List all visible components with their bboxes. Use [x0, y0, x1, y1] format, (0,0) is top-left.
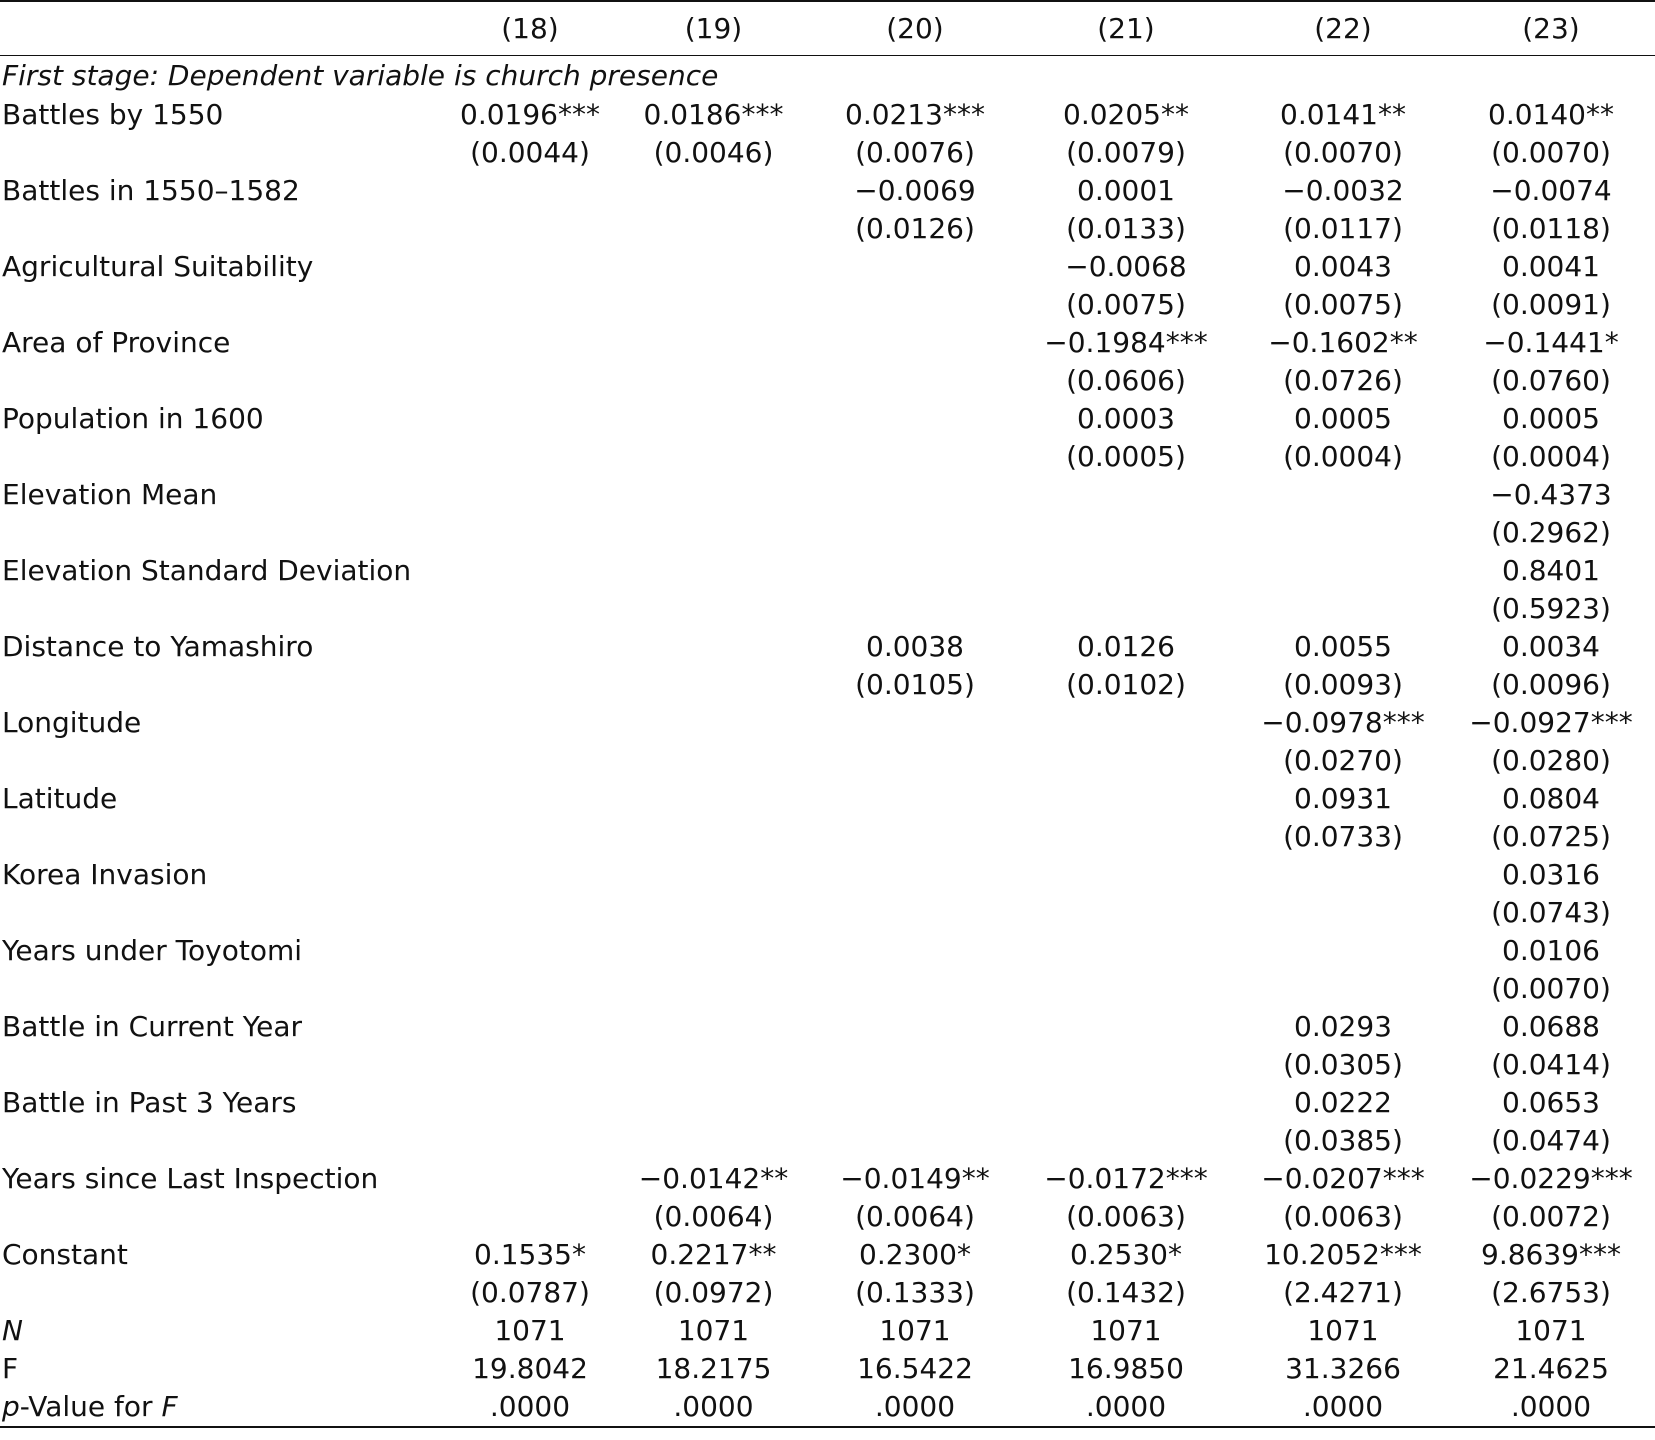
standard-error-cell: [610, 514, 817, 552]
standard-error-cell: (0.0070): [1491, 972, 1611, 1005]
coefficient-cell: 0.0043: [1294, 250, 1392, 283]
coefficient-cell: −0.0068: [1065, 250, 1187, 283]
standard-error-cell: [817, 970, 1013, 1008]
coefficient-cell: −0.0074: [1490, 174, 1612, 207]
table-row-latitude: [0, 780, 1655, 818]
coefficient-cell: [1239, 476, 1447, 514]
standard-error-cell: [1239, 894, 1447, 932]
row-label-empty: [0, 818, 450, 856]
standard-error-cell: (0.0102): [1066, 668, 1186, 701]
table-row-distance-to-yamashiro: [0, 628, 1655, 666]
table-row-population-in-1600-se: [0, 438, 1655, 476]
standard-error-cell: [610, 1122, 817, 1160]
standard-error-cell: (0.0075): [1066, 288, 1186, 321]
coefficient-cell: −0.4373: [1490, 478, 1612, 511]
table-row-area-of-province: [0, 324, 1655, 362]
coefficient-cell: [450, 552, 610, 590]
row-label-empty: [0, 666, 450, 704]
standard-error-cell: [1013, 514, 1239, 552]
coefficient-cell: 0.0126: [1077, 630, 1175, 663]
coefficient-cell: 0.2217**: [650, 1238, 777, 1271]
standard-error-cell: [817, 438, 1013, 476]
standard-error-cell: (0.0133): [1066, 212, 1186, 245]
coefficient-cell: 0.2300*: [859, 1238, 971, 1271]
standard-error-cell: (0.0725): [1491, 820, 1611, 853]
column-header-row: [0, 1, 1655, 56]
table-row-korea-invasion: [0, 856, 1655, 894]
standard-error-cell: (0.0076): [855, 136, 975, 169]
table-row-distance-to-yamashiro-se: [0, 666, 1655, 704]
standard-error-cell: (0.0064): [653, 1200, 774, 1233]
standard-error-cell: [610, 1046, 817, 1084]
coefficient-cell: 0.0196***: [460, 98, 600, 131]
coefficient-cell: 0.0186***: [643, 98, 784, 131]
coefficient-cell: 0.0141**: [1280, 98, 1406, 131]
stat-label-suffix-italic: F: [161, 1390, 178, 1423]
coefficient-cell: 10.2052***: [1264, 1238, 1422, 1271]
standard-error-cell: [817, 362, 1013, 400]
coefficient-cell: −0.0229***: [1469, 1162, 1633, 1195]
coefficient-cell: [610, 704, 817, 742]
coefficient-cell: [610, 932, 817, 970]
coefficient-cell: 0.0316: [1502, 858, 1600, 891]
standard-error-cell: [450, 1122, 610, 1160]
standard-error-cell: (0.0474): [1491, 1124, 1611, 1157]
standard-error-cell: (0.0270): [1283, 744, 1403, 777]
table-row-area-of-province-se: [0, 362, 1655, 400]
standard-error-cell: (0.0079): [1066, 136, 1186, 169]
coefficient-cell: [450, 324, 610, 362]
stat-row-p-value: [0, 1388, 1655, 1427]
coefficient-cell: 0.0653: [1502, 1086, 1600, 1119]
standard-error-cell: (0.0414): [1491, 1048, 1611, 1081]
coefficient-cell: [1013, 1084, 1239, 1122]
table-row-agricultural-suitability: [0, 248, 1655, 286]
standard-error-cell: (0.2962): [1491, 516, 1611, 549]
standard-error-cell: (0.0075): [1283, 288, 1403, 321]
row-label: Elevation Mean: [2, 478, 218, 511]
stat-value-cell: 1071: [1090, 1314, 1162, 1347]
table-row-latitude-se: [0, 818, 1655, 856]
coefficient-cell: [1239, 932, 1447, 970]
standard-error-cell: (0.0726): [1283, 364, 1403, 397]
standard-error-cell: [817, 742, 1013, 780]
row-label-empty: [0, 134, 450, 172]
stat-label: [0, 1388, 450, 1427]
coefficient-cell: [450, 400, 610, 438]
coefficient-cell: 0.0222: [1294, 1086, 1392, 1119]
header-label-cell: [0, 1, 450, 56]
table-row-battle-in-past-3-years: [0, 1084, 1655, 1122]
table-row-battle-in-current-year: [0, 1008, 1655, 1046]
row-label-empty: [0, 1198, 450, 1236]
coefficient-cell: [450, 1084, 610, 1122]
coefficient-cell: [817, 1008, 1013, 1046]
section-title: First stage: Dependent variable is church presence: [2, 59, 719, 92]
standard-error-cell: (0.0105): [855, 668, 975, 701]
standard-error-cell: (0.5923): [1491, 592, 1611, 625]
coefficient-cell: [450, 476, 610, 514]
coefficient-cell: −0.0207***: [1261, 1162, 1425, 1195]
row-label: Battle in Current Year: [2, 1010, 303, 1043]
row-label: Years under Toyotomi: [2, 934, 303, 967]
coefficient-cell: −0.0149**: [840, 1162, 990, 1195]
standard-error-cell: (0.0093): [1283, 668, 1403, 701]
row-label: Battles in 1550–1582: [2, 174, 300, 207]
standard-error-cell: [610, 438, 817, 476]
standard-error-cell: [450, 970, 610, 1008]
standard-error-cell: [610, 210, 817, 248]
standard-error-cell: (0.0064): [855, 1200, 975, 1233]
row-label: Elevation Standard Deviation: [2, 554, 412, 587]
coefficient-cell: 0.0034: [1502, 630, 1600, 663]
stat-value-cell: 1071: [494, 1314, 566, 1347]
standard-error-cell: (0.0063): [1066, 1200, 1186, 1233]
row-label: Years since Last Inspection: [2, 1162, 379, 1195]
coefficient-cell: [817, 400, 1013, 438]
row-label-empty: [0, 438, 450, 476]
table-row-battles-by-1550: [0, 96, 1655, 134]
coefficient-cell: 0.0038: [866, 630, 964, 663]
coefficient-cell: −0.0978***: [1261, 706, 1425, 739]
coefficient-cell: [450, 704, 610, 742]
standard-error-cell: [817, 894, 1013, 932]
standard-error-cell: (0.0070): [1283, 136, 1403, 169]
coefficient-cell: [450, 856, 610, 894]
row-label-empty: [0, 1046, 450, 1084]
coefficient-cell: 0.0005: [1502, 402, 1600, 435]
table-row-elevation-standard-deviation: [0, 552, 1655, 590]
standard-error-cell: (0.0004): [1283, 440, 1403, 473]
coefficient-cell: [1013, 932, 1239, 970]
standard-error-cell: [610, 742, 817, 780]
coefficient-cell: −0.1441*: [1483, 326, 1619, 359]
standard-error-cell: (0.0118): [1491, 212, 1611, 245]
standard-error-cell: [1013, 970, 1239, 1008]
standard-error-cell: (0.0972): [653, 1276, 774, 1309]
row-label: Agricultural Suitability: [2, 250, 314, 283]
row-label-empty: [0, 286, 450, 324]
standard-error-cell: [817, 514, 1013, 552]
coefficient-cell: 9.8639***: [1481, 1238, 1621, 1271]
table-row-battle-in-past-3-years-se: [0, 1122, 1655, 1160]
standard-error-cell: (0.0787): [470, 1276, 590, 1309]
coefficient-cell: [610, 552, 817, 590]
standard-error-cell: (0.0126): [855, 212, 975, 245]
coefficient-cell: [817, 932, 1013, 970]
stat-label-main: p: [2, 1390, 20, 1423]
coefficient-cell: 0.0140**: [1488, 98, 1614, 131]
coefficient-cell: [450, 628, 610, 666]
coefficient-cell: [610, 1008, 817, 1046]
standard-error-cell: [1013, 818, 1239, 856]
standard-error-cell: [610, 362, 817, 400]
standard-error-cell: [610, 666, 817, 704]
coefficient-cell: −0.1984***: [1044, 326, 1208, 359]
standard-error-cell: [450, 894, 610, 932]
table-row-battles-in-1550-1582-se: [0, 210, 1655, 248]
coefficient-cell: [817, 552, 1013, 590]
standard-error-cell: [1013, 1046, 1239, 1084]
standard-error-cell: [1239, 590, 1447, 628]
section-title-row: [0, 56, 1655, 97]
stat-label-main: N: [2, 1314, 23, 1347]
stat-value-cell: .0000: [610, 1388, 817, 1427]
coefficient-cell: 0.8401: [1502, 554, 1600, 587]
coefficient-cell: 0.0804: [1502, 782, 1600, 815]
standard-error-cell: [610, 894, 817, 932]
standard-error-cell: [1239, 514, 1447, 552]
row-label: Longitude: [2, 706, 142, 739]
coefficient-cell: 0.0055: [1294, 630, 1392, 663]
stat-value-cell: 1071: [1307, 1314, 1379, 1347]
coefficient-cell: 0.1535*: [474, 1238, 586, 1271]
coefficient-cell: 0.2530*: [1070, 1238, 1182, 1271]
coefficient-cell: [450, 932, 610, 970]
coefficient-cell: [1239, 856, 1447, 894]
stat-value-cell: 1071: [677, 1314, 750, 1347]
row-label-empty: [0, 1274, 450, 1312]
standard-error-cell: (0.0280): [1491, 744, 1611, 777]
stat-value-cell: 19.8042: [472, 1352, 588, 1385]
coefficient-cell: [817, 324, 1013, 362]
row-label: Area of Province: [2, 326, 231, 359]
coefficient-cell: [610, 628, 817, 666]
table-row-battle-in-current-year-se: [0, 1046, 1655, 1084]
standard-error-cell: [817, 286, 1013, 324]
table-row-years-since-last-inspection: [0, 1160, 1655, 1198]
coefficient-cell: −0.0172***: [1044, 1162, 1208, 1195]
coefficient-cell: [450, 248, 610, 286]
stat-label: [0, 1312, 450, 1350]
row-label-empty: [0, 1122, 450, 1160]
stat-row-f: [0, 1350, 1655, 1388]
column-header-19: (19): [610, 1, 817, 56]
coefficient-cell: 0.0106: [1502, 934, 1600, 967]
standard-error-cell: [817, 1046, 1013, 1084]
standard-error-cell: [817, 590, 1013, 628]
standard-error-cell: [450, 1198, 610, 1236]
standard-error-cell: [450, 1046, 610, 1084]
coefficient-cell: [1239, 552, 1447, 590]
coefficient-cell: 0.0005: [1294, 402, 1392, 435]
standard-error-cell: (0.0070): [1491, 136, 1611, 169]
row-label: Constant: [2, 1238, 128, 1271]
standard-error-cell: [610, 970, 817, 1008]
table-row-years-under-toyotomi-se: [0, 970, 1655, 1008]
standard-error-cell: (0.0072): [1491, 1200, 1611, 1233]
coefficient-cell: [610, 172, 817, 210]
coefficient-cell: [817, 476, 1013, 514]
row-label: Battles by 1550: [2, 98, 224, 131]
standard-error-cell: (0.1333): [855, 1276, 975, 1309]
row-label-empty: [0, 362, 450, 400]
row-label-empty: [0, 894, 450, 932]
coefficient-cell: 0.0213***: [845, 98, 985, 131]
column-header-23: (23): [1447, 1, 1655, 56]
coefficient-cell: [610, 248, 817, 286]
standard-error-cell: (0.0096): [1491, 668, 1611, 701]
standard-error-cell: (0.0046): [653, 136, 774, 169]
stat-value-cell: .0000: [1447, 1388, 1655, 1427]
standard-error-cell: (0.0760): [1491, 364, 1611, 397]
stat-label-suffix: -Value for: [19, 1390, 162, 1423]
coefficient-cell: −0.0142**: [638, 1162, 789, 1195]
standard-error-cell: (0.0063): [1283, 1200, 1403, 1233]
row-label-empty: [0, 210, 450, 248]
standard-error-cell: [450, 438, 610, 476]
standard-error-cell: [450, 590, 610, 628]
standard-error-cell: [450, 286, 610, 324]
coefficient-cell: [817, 1084, 1013, 1122]
row-label-empty: [0, 742, 450, 780]
coefficient-cell: 0.0931: [1294, 782, 1392, 815]
coefficient-cell: [817, 248, 1013, 286]
standard-error-cell: [450, 818, 610, 856]
standard-error-cell: [450, 514, 610, 552]
stat-label-main: F: [2, 1352, 19, 1385]
stat-value-cell: 1071: [879, 1314, 951, 1347]
stat-value-cell: .0000: [450, 1388, 610, 1427]
coefficient-cell: [610, 400, 817, 438]
standard-error-cell: (0.0733): [1283, 820, 1403, 853]
coefficient-cell: −0.0032: [1282, 174, 1404, 207]
standard-error-cell: [610, 590, 817, 628]
stat-value-cell: .0000: [1239, 1388, 1447, 1427]
stat-row-n: [0, 1312, 1655, 1350]
stat-value-cell: 16.5422: [857, 1352, 973, 1385]
coefficient-cell: [610, 856, 817, 894]
row-label-empty: [0, 970, 450, 1008]
coefficient-cell: [817, 780, 1013, 818]
standard-error-cell: [817, 1122, 1013, 1160]
coefficient-cell: [450, 780, 610, 818]
row-label: Battle in Past 3 Years: [2, 1086, 297, 1119]
coefficient-cell: [450, 1008, 610, 1046]
table-row-population-in-1600: [0, 400, 1655, 438]
table-row-longitude: [0, 704, 1655, 742]
coefficient-cell: −0.0927***: [1469, 706, 1633, 739]
standard-error-cell: [450, 362, 610, 400]
standard-error-cell: [450, 666, 610, 704]
coefficient-cell: 0.0293: [1294, 1010, 1392, 1043]
standard-error-cell: (2.6753): [1491, 1276, 1611, 1309]
stat-value-cell: 31.3266: [1285, 1352, 1401, 1385]
standard-error-cell: [1239, 970, 1447, 1008]
table-row-constant: [0, 1236, 1655, 1274]
standard-error-cell: (0.0743): [1491, 896, 1611, 929]
stat-value-cell: .0000: [1013, 1388, 1239, 1427]
standard-error-cell: [817, 818, 1013, 856]
coefficient-cell: 0.0205**: [1063, 98, 1189, 131]
table-row-battles-by-1550-se: [0, 134, 1655, 172]
standard-error-cell: [450, 742, 610, 780]
standard-error-cell: [610, 818, 817, 856]
table-row-korea-invasion-se: [0, 894, 1655, 932]
coefficient-cell: 0.0041: [1502, 250, 1600, 283]
standard-error-cell: (0.0004): [1491, 440, 1611, 473]
coefficient-cell: [817, 856, 1013, 894]
standard-error-cell: [1013, 742, 1239, 780]
column-header-22: (22): [1239, 1, 1447, 56]
coefficient-cell: [1013, 1008, 1239, 1046]
standard-error-cell: [1013, 894, 1239, 932]
coefficient-cell: [1013, 552, 1239, 590]
table-row-elevation-standard-deviation-se: [0, 590, 1655, 628]
standard-error-cell: [610, 286, 817, 324]
table-row-constant-se: [0, 1274, 1655, 1312]
standard-error-cell: [1013, 590, 1239, 628]
table-row-years-since-last-inspection-se: [0, 1198, 1655, 1236]
coefficient-cell: 0.0003: [1077, 402, 1175, 435]
stat-value-cell: 16.9850: [1068, 1352, 1184, 1385]
coefficient-cell: 0.0688: [1502, 1010, 1600, 1043]
standard-error-cell: (0.0005): [1066, 440, 1186, 473]
coefficient-cell: 0.0001: [1077, 174, 1175, 207]
coefficient-cell: [610, 324, 817, 362]
row-label: Population in 1600: [2, 402, 264, 435]
table-row-years-under-toyotomi: [0, 932, 1655, 970]
table-body: [0, 56, 1655, 1428]
coefficient-cell: [610, 780, 817, 818]
row-label-empty: [0, 590, 450, 628]
table-row-battles-in-1550-1582: [0, 172, 1655, 210]
standard-error-cell: (0.0091): [1491, 288, 1611, 321]
coefficient-cell: [1013, 780, 1239, 818]
stat-value-cell: 1071: [1515, 1314, 1587, 1347]
coefficient-cell: −0.0069: [854, 174, 976, 207]
standard-error-cell: (0.0117): [1283, 212, 1403, 245]
column-header-21: (21): [1013, 1, 1239, 56]
column-header-20: (20): [817, 1, 1013, 56]
coefficient-cell: −0.1602**: [1268, 326, 1418, 359]
table-row-elevation-mean: [0, 476, 1655, 514]
row-label: Korea Invasion: [2, 858, 208, 891]
coefficient-cell: [610, 476, 817, 514]
standard-error-cell: [450, 210, 610, 248]
coefficient-cell: [1013, 704, 1239, 742]
stat-value-cell: .0000: [817, 1388, 1013, 1427]
column-header-18: (18): [450, 1, 610, 56]
standard-error-cell: (0.0606): [1066, 364, 1186, 397]
stat-label: [0, 1350, 450, 1388]
row-label: Distance to Yamashiro: [2, 630, 314, 663]
table-row-longitude-se: [0, 742, 1655, 780]
row-label: Latitude: [2, 782, 118, 815]
table-row-elevation-mean-se: [0, 514, 1655, 552]
table-row-agricultural-suitability-se: [0, 286, 1655, 324]
coefficient-cell: [450, 172, 610, 210]
coefficient-cell: [1013, 856, 1239, 894]
coefficient-cell: [1013, 476, 1239, 514]
coefficient-cell: [610, 1084, 817, 1122]
standard-error-cell: (0.0385): [1283, 1124, 1403, 1157]
standard-error-cell: (0.0044): [470, 136, 590, 169]
row-label-empty: [0, 514, 450, 552]
standard-error-cell: (0.0305): [1283, 1048, 1403, 1081]
coefficient-cell: [450, 1160, 610, 1198]
stat-value-cell: 18.2175: [655, 1352, 772, 1385]
standard-error-cell: [1013, 1122, 1239, 1160]
coefficient-cell: [817, 704, 1013, 742]
standard-error-cell: (2.4271): [1283, 1276, 1403, 1309]
standard-error-cell: (0.1432): [1066, 1276, 1186, 1309]
stat-value-cell: 21.4625: [1493, 1352, 1609, 1385]
